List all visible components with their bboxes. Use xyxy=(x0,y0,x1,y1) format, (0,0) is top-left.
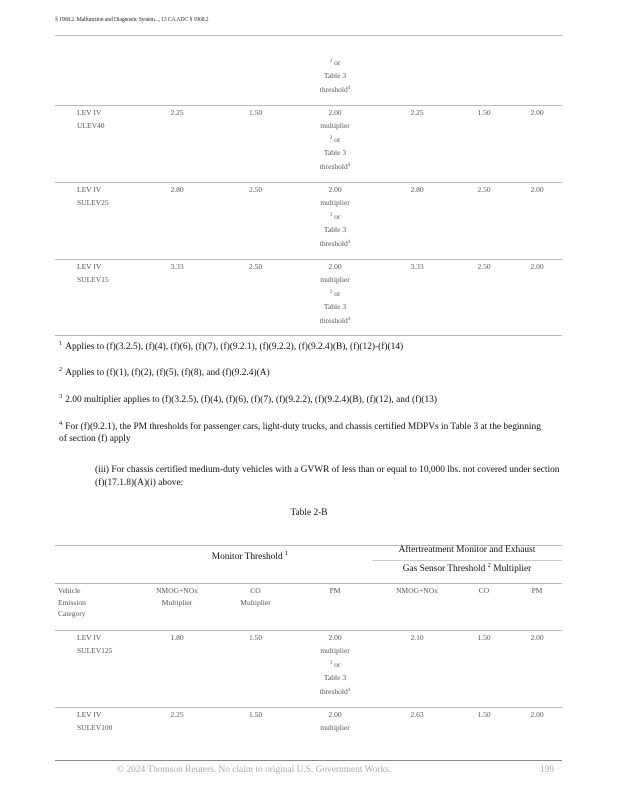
footnote-text: 2.00 multiplier applies to (f)(3.2.5), (f)(4), (f)(6), (f)(7), (f)(9.2.2), (f)(9.2.4)(B), (f)(12), and (f)(13) xyxy=(65,395,437,405)
vehicle-category xyxy=(77,631,112,657)
footnote-ref-3: 3 xyxy=(329,290,333,295)
category-line: ULEV40 xyxy=(77,121,105,130)
cell-nmog2: 2.10 xyxy=(410,633,424,642)
col-header-pm: PM xyxy=(329,586,341,595)
cell-pm xyxy=(315,260,355,327)
cell-pm2: 2.00 xyxy=(530,185,544,194)
copyright-text: © 2024 Thomson Reuters. No claim to original U.S. Government Works. xyxy=(117,765,392,775)
cell-nmog: 2.25 xyxy=(170,108,184,117)
cell-co: 2.50 xyxy=(248,262,263,271)
pm-threshold-line xyxy=(315,684,355,698)
cell-nmog: 2.25 xyxy=(170,710,184,719)
pm-or: or xyxy=(334,660,341,669)
pm-value: 2.00 xyxy=(328,710,342,719)
cell-co2: 1.50 xyxy=(477,633,491,642)
pm-value: 2.00 xyxy=(328,262,342,271)
pm-threshold: threshold xyxy=(319,239,348,248)
cell-nmog2: 2.25 xyxy=(410,108,424,117)
footnote-ref: 1 xyxy=(285,550,289,557)
vehicle-category xyxy=(77,106,105,132)
col-header-pm-2: PM xyxy=(531,586,543,595)
pm-multiplier: multiplier xyxy=(320,198,350,207)
footnote-ref-3: 3 xyxy=(329,136,333,141)
pm-or: or xyxy=(334,289,341,298)
cell-nmog: 1.80 xyxy=(170,633,184,642)
category-line: SULEV125 xyxy=(77,646,113,655)
pm-or: or xyxy=(334,135,341,144)
col-header-co: CO Multiplier xyxy=(240,586,271,607)
vehicle-category xyxy=(77,708,112,734)
category-line: SULEV15 xyxy=(77,275,109,284)
cell-pm xyxy=(315,708,355,734)
footnote-ref-4: 4 xyxy=(347,688,351,693)
col-header-category: Vehicle Emission Category xyxy=(58,586,86,618)
group-header-line1: Aftertreatment Monitor and Exhaust xyxy=(398,545,536,555)
footnote-2 xyxy=(59,364,549,379)
group-header-tail: Multiplier xyxy=(493,564,532,574)
footnote-1 xyxy=(59,338,549,353)
group-rule xyxy=(372,560,562,561)
vehicle-category xyxy=(77,260,109,286)
footer-rule xyxy=(55,760,562,761)
cell-pm xyxy=(315,631,355,698)
footnote-number: 2 xyxy=(59,366,63,373)
footnote-text: Applies to (f)(3.2.5), (f)(4), (f)(6), (f)(7), (f)(9.2.1), (f)(9.2.2), (f)(9.2.4)(B), (f)(12)-(f)(14) xyxy=(65,342,404,352)
cell-co: 2.50 xyxy=(248,185,263,194)
footnote-ref-3: 3 xyxy=(329,661,333,666)
footnote-ref-3: 3 xyxy=(329,59,333,64)
category-line: LEV IV xyxy=(77,262,102,271)
footnote-3 xyxy=(59,391,549,406)
footnote-ref-4: 4 xyxy=(347,86,351,91)
pm-value: 2.00 xyxy=(328,633,342,642)
cell-nmog: 2.80 xyxy=(170,185,184,194)
cell-nmog2: 2.80 xyxy=(410,185,424,194)
column-header-rule xyxy=(55,583,562,584)
pm-or-line xyxy=(315,286,355,300)
col-header-nmog: NMOG+NOx Multiplier xyxy=(156,586,198,607)
col-header-nmog-2: NMOG+NOx xyxy=(396,586,438,595)
footnote-ref: 2 xyxy=(487,562,491,569)
pm-or: or xyxy=(334,212,341,221)
footnote-4 xyxy=(59,418,549,445)
footnote-text: Applies to (f)(1), (f)(2), (f)(5), (f)(8), and (f)(9.2.4)(A) xyxy=(65,368,270,378)
category-line: LEV IV xyxy=(77,108,102,117)
footnote-ref-4: 4 xyxy=(347,240,351,245)
pm-threshold-line xyxy=(315,236,355,250)
cell-pm2: 2.00 xyxy=(530,710,544,719)
pm-multiplier: multiplier xyxy=(320,723,350,732)
group-header-label: Monitor Threshold xyxy=(211,552,283,562)
footnote-ref-4: 4 xyxy=(347,317,351,322)
table-2a-bottom-rule xyxy=(55,335,562,336)
page-number: 199 xyxy=(540,765,555,775)
pm-multiplier: multiplier xyxy=(320,275,350,284)
pm-value: 2.00 xyxy=(328,108,342,117)
pm-value: 2.00 xyxy=(328,185,342,194)
pm-threshold-line xyxy=(315,313,355,327)
pm-threshold: threshold xyxy=(319,687,348,696)
cell-nmog: 3.33 xyxy=(170,262,184,271)
pm-or-line xyxy=(315,209,355,223)
footnote-ref-3: 3 xyxy=(329,213,333,218)
cell-co: 1.50 xyxy=(248,710,263,719)
cell-pm xyxy=(315,106,355,173)
cell-pm2: 2.00 xyxy=(530,108,544,117)
running-head: § 1968.2. Malfunction and Diagnostic System..., 13 CA ADC § 1968.2 xyxy=(55,17,209,23)
pm-table-ref: Table 3 xyxy=(323,148,347,157)
pm-or-line xyxy=(315,657,355,671)
cell-co: 1.50 xyxy=(248,633,263,642)
cell-co2: 2.50 xyxy=(477,185,491,194)
table-title: Table 2-B xyxy=(290,508,328,518)
pm-threshold: threshold xyxy=(319,162,348,171)
pm-note-or: or xyxy=(334,58,341,67)
header-rule xyxy=(55,35,562,36)
footnote-number: 1 xyxy=(59,340,63,347)
pm-table-ref: Table 3 xyxy=(323,302,347,311)
category-line: LEV IV xyxy=(77,185,102,194)
pm-threshold: threshold xyxy=(319,316,348,325)
group-header-monitor-threshold xyxy=(160,546,340,565)
footnote-ref-4: 4 xyxy=(347,163,351,168)
pm-table-ref: Table 3 xyxy=(323,225,347,234)
pm-note-table: Table 3 xyxy=(323,71,347,80)
pm-or-line xyxy=(315,132,355,146)
category-line: SULEV25 xyxy=(77,198,109,207)
pm-multiplier: multiplier xyxy=(320,646,350,655)
cell-co2: 2.50 xyxy=(477,262,491,271)
footnote-text: For (f)(9.2.1), the PM thresholds for passenger cars, light-duty trucks, and chassis certified MDPVs in Table 3 at the beginning of section (f) apply xyxy=(59,422,541,444)
cell-nmog2: 2.63 xyxy=(410,710,424,719)
footnote-number: 3 xyxy=(59,393,63,400)
pm-table-ref: Table 3 xyxy=(323,673,347,682)
category-line: LEV IV xyxy=(77,710,102,719)
col-header-co-2: CO xyxy=(478,586,490,595)
pm-note-fragment xyxy=(315,55,355,96)
group-header-line2: Gas Sensor Threshold xyxy=(402,564,486,574)
cell-pm xyxy=(315,183,355,250)
footnote-number: 4 xyxy=(59,420,63,427)
category-line: SULEV100 xyxy=(77,723,113,732)
cell-co: 1.50 xyxy=(248,108,263,117)
cell-co2: 1.50 xyxy=(477,710,491,719)
cell-co2: 1.50 xyxy=(477,108,491,117)
vehicle-category xyxy=(77,183,109,209)
pm-multiplier: multiplier xyxy=(320,121,350,130)
cell-nmog2: 3.33 xyxy=(410,262,424,271)
paragraph-iii: (iii) For chassis certified medium-duty vehicles with a GVWR of less than or equal to 10,000 lbs. not covered under section (f)(17.1.8)(A)(i) above: xyxy=(95,465,560,488)
cell-pm2: 2.00 xyxy=(530,633,544,642)
pm-note-threshold: threshold xyxy=(319,85,348,94)
pm-threshold-line xyxy=(315,159,355,173)
category-line: LEV IV xyxy=(77,633,102,642)
cell-pm2: 2.00 xyxy=(530,262,544,271)
